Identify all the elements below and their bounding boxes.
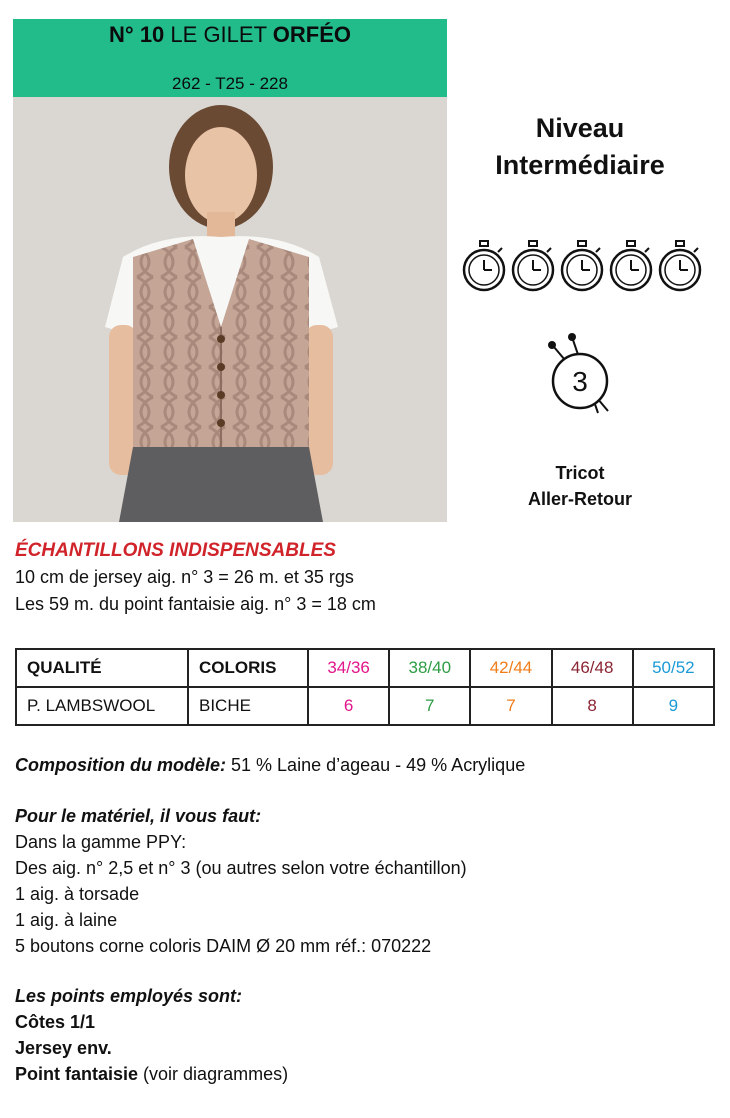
material-heading: Pour le matériel, il vous faut: (15, 806, 262, 826)
difficulty-timers (462, 240, 702, 294)
technique-line2: Aller-Retour (527, 489, 632, 509)
level-label: Niveau (535, 113, 625, 143)
table-cell-quantity: 9 (633, 687, 714, 725)
table-header: QUALITÉ (16, 649, 188, 687)
technique (485, 460, 675, 512)
table-header-row (16, 649, 714, 687)
size-header: 34/36 (308, 649, 389, 687)
stitch-note: (voir diagrammes) (143, 1064, 289, 1084)
stitch-name: Point fantaisie (15, 1064, 139, 1084)
model-photo (13, 97, 447, 522)
stitch-item: Jersey env. (15, 1038, 112, 1058)
material-item: Dans la gamme PPY: (15, 832, 187, 852)
composition (15, 752, 525, 778)
stopwatch-icon (464, 241, 504, 290)
pattern-reference: 262 - T25 - 228 (172, 74, 288, 93)
stitch-item (15, 1061, 288, 1087)
table-cell-quantity: 8 (552, 687, 633, 725)
samples-line: 10 cm de jersey aig. n° 3 = 26 m. et 35 rgs (15, 567, 354, 587)
size-header: 38/40 (389, 649, 470, 687)
stopwatch-icon (660, 241, 700, 290)
pattern-name: LE GILET (170, 22, 267, 47)
needle-size-icon (542, 333, 622, 418)
size-header: 42/44 (470, 649, 551, 687)
stitches-section (15, 983, 288, 1087)
needle-size-value: 3 (572, 366, 588, 397)
stopwatch-icons (462, 240, 702, 294)
table-cell-quantity: 7 (389, 687, 470, 725)
pattern-title (13, 22, 447, 48)
composition-value: 51 % Laine d’ageau - 49 % Acrylique (231, 755, 526, 775)
stitch-item: Côtes 1/1 (15, 1012, 96, 1032)
table-cell-quantity: 6 (308, 687, 389, 725)
pattern-name-bold: ORFÉO (272, 22, 351, 47)
stitches-heading: Les points employés sont: (15, 986, 243, 1006)
table-header: COLORIS (188, 649, 308, 687)
samples-line: Les 59 m. du point fantaisie aig. n° 3 = 18 cm (15, 594, 376, 614)
quantities-table (15, 648, 715, 726)
table-cell-color: BICHE (188, 687, 308, 725)
size-header: 46/48 (552, 649, 633, 687)
samples-heading: ÉCHANTILLONS INDISPENSABLES (15, 540, 336, 561)
size-header: 50/52 (633, 649, 714, 687)
material-item: 1 aig. à torsade (15, 884, 140, 904)
table-cell-quality: P. LAMBSWOOL (16, 687, 188, 725)
material-item: 5 boutons corne coloris DAIM Ø 20 mm réf.: 070222 (15, 936, 432, 956)
stopwatch-icon (513, 241, 553, 290)
title-banner (13, 19, 447, 97)
table-cell-quantity: 7 (470, 687, 551, 725)
composition-label: Composition du modèle: (15, 755, 226, 775)
pattern-number: N° 10 (109, 22, 165, 47)
material-item: 1 aig. à laine (15, 910, 118, 930)
table-row (16, 687, 714, 725)
material-section (15, 803, 467, 959)
technique-line1: Tricot (555, 463, 605, 483)
stopwatch-icon (611, 241, 651, 290)
level-value: Intermédiaire (495, 150, 665, 180)
stopwatch-icon (562, 241, 602, 290)
material-item: Des aig. n° 2,5 et n° 3 (ou autres selon votre échantillon) (15, 858, 467, 878)
difficulty-level (455, 110, 705, 184)
